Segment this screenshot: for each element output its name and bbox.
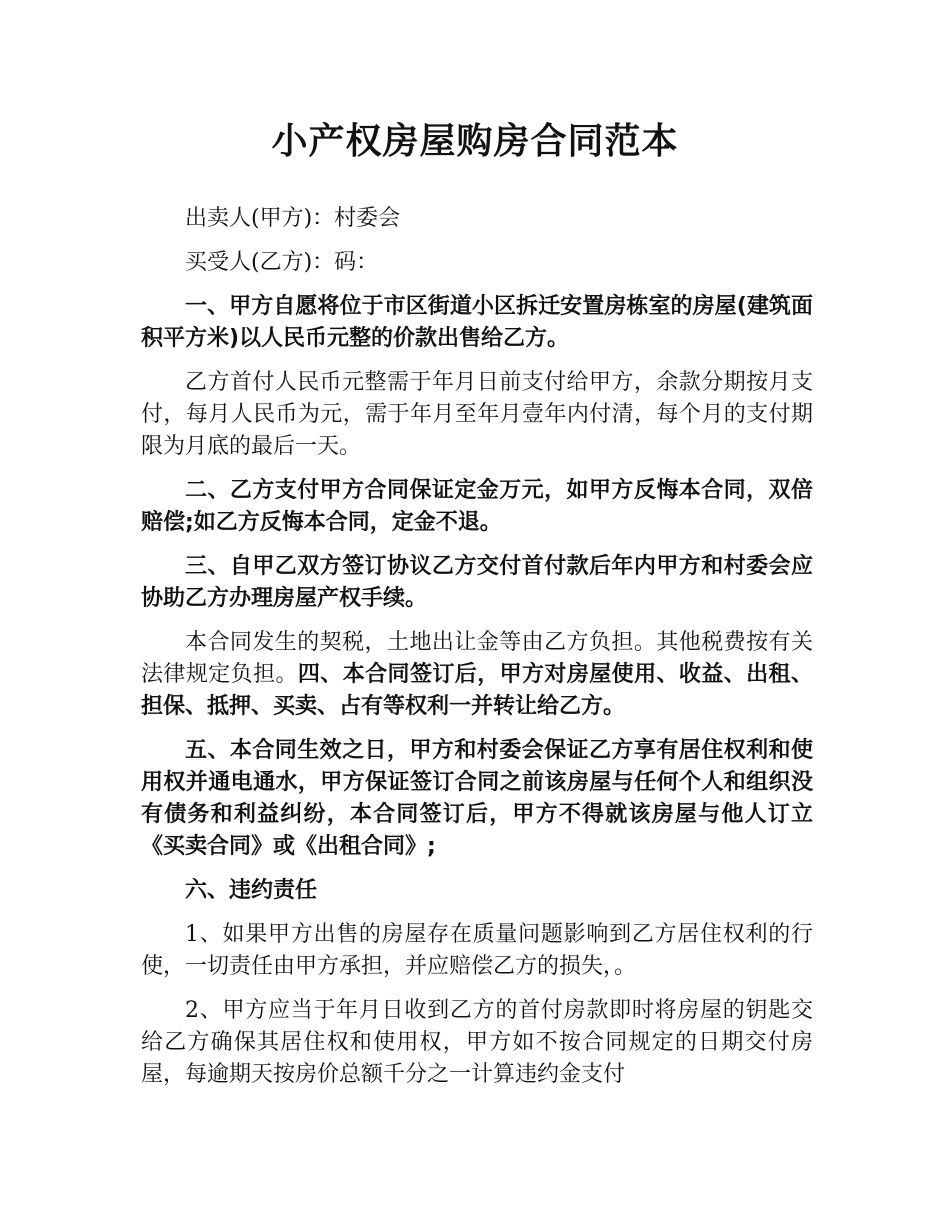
payment-paragraph: 乙方首付人民币元整需于年月日前支付给甲方，余款分期按月支付，每月人民币为元，需于年月至年月壹年内付清，每个月的支付期限为月底的最后一天。 [141,370,813,459]
taxes-text: 本合同发生的契税，土地出让金等由乙方负担。其他税费按有关法律规定负担。 [141,630,813,687]
seller-line: 出卖人(甲方)：村委会 [185,206,401,231]
clause-6-item-1: 1、如果甲方出售的房屋存在质量问题影响到乙方居住权利的行使，一切责任由甲方承担，并应赔偿乙方的损失，。 [141,922,813,979]
clause-1: 一、甲方自愿将位于市区街道小区拆迁安置房栋室的房屋(建筑面积平方米)以人民币元整的价款出售给乙方。 [141,294,813,351]
clause-6-heading: 六、违约责任 [185,878,318,903]
document-title: 小产权房屋购房合同范本 [271,121,679,162]
clause-6-item-2: 2、甲方应当于年月日收到乙方的首付房款即时将房屋的钥匙交给乙方确保其居住权和使用权，甲方如不按合同规定的日期交付房屋，每逾期天按房价总额千分之一计算违约金支付 [141,998,813,1087]
buyer-line: 买受人(乙方)：码： [185,250,379,275]
clause-5: 五、本合同生效之日，甲方和村委会保证乙方享有居住权利和使用权并通电通水，甲方保证签订合同之前该房屋与任何个人和组织没有债务和利益纠纷，本合同签订后，甲方不得就该房屋与他人订立《买卖合同》或《出租合同》; [141,738,813,859]
taxes-and-clause-4 [141,627,813,723]
clause-3: 三、自甲乙双方签订协议乙方交付首付款后年内甲方和村委会应协助乙方办理房屋产权手续。 [141,554,813,611]
document-body [141,203,813,1103]
clause-4: 四、本合同签订后，甲方对房屋使用、收益、出租、担保、抵押、买卖、占有等权利一并转让给乙方。 [141,662,813,719]
clause-2: 二、乙方支付甲方合同保证定金万元，如甲方反悔本合同，双倍赔偿;如乙方反悔本合同，定金不退。 [141,478,813,535]
